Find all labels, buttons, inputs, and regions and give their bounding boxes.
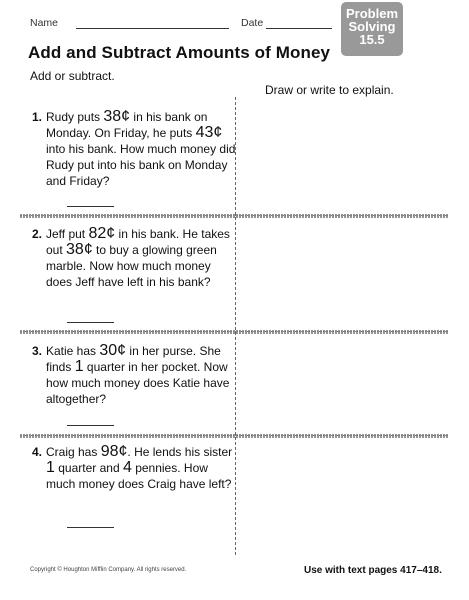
question-number: 1. bbox=[32, 110, 43, 124]
amount: 38¢ bbox=[66, 241, 93, 258]
question-text: to buy a glowing green marble. Now how much money does Jeff have left in his bank? bbox=[46, 243, 217, 289]
question-4 bbox=[32, 443, 236, 492]
amount: 4 bbox=[122, 459, 132, 476]
name-field[interactable] bbox=[76, 28, 229, 29]
row-divider-1 bbox=[20, 214, 448, 218]
question-3 bbox=[32, 342, 236, 407]
row-divider-2 bbox=[20, 330, 448, 334]
page-title: Add and Subtract Amounts of Money bbox=[28, 43, 331, 62]
answer-line-1[interactable] bbox=[67, 206, 114, 207]
date-field[interactable] bbox=[266, 28, 332, 29]
question-text: in her purse. She finds bbox=[46, 344, 221, 374]
question-text: Rudy puts bbox=[46, 110, 104, 124]
question-text: Katie has bbox=[46, 344, 100, 358]
question-number: 4. bbox=[32, 445, 43, 459]
amount: 38¢ bbox=[103, 108, 131, 125]
question-number: 2. bbox=[32, 227, 43, 241]
question-text: into his bank. How much money did Rudy put into his bank on Monday and Friday? bbox=[46, 142, 236, 188]
question-text: . He lends his sister bbox=[127, 445, 233, 459]
answer-line-4[interactable] bbox=[67, 527, 114, 528]
question-text: Craig has bbox=[46, 445, 101, 459]
amount: 1 bbox=[46, 459, 55, 476]
row-divider-3 bbox=[20, 434, 448, 438]
name-label: Name bbox=[30, 17, 59, 29]
question-text: in his bank on Monday. On Friday, he puts bbox=[46, 110, 208, 140]
text-pages-note: Use with text pages 417–418. bbox=[304, 565, 442, 576]
amount: 1 bbox=[74, 358, 84, 375]
badge-line-1: Problem bbox=[345, 6, 398, 21]
answer-line-2[interactable] bbox=[67, 322, 114, 323]
question-text: quarter and bbox=[54, 461, 123, 475]
explain-heading: Draw or write to explain. bbox=[265, 83, 394, 97]
question-number: 3. bbox=[32, 344, 43, 358]
problem-solving-badge bbox=[341, 2, 403, 56]
copyright: Copyright © Houghton Mifflin Company. All rights reserved. bbox=[30, 567, 187, 573]
question-text: quarter in her pocket. Now how much money does Katie have altogether? bbox=[46, 360, 230, 406]
amount: 82¢ bbox=[88, 225, 116, 242]
amount: 43¢ bbox=[195, 124, 223, 141]
instruction: Add or subtract. bbox=[30, 69, 115, 83]
question-1 bbox=[32, 108, 236, 189]
amount: 98¢ bbox=[100, 443, 128, 460]
question-2 bbox=[32, 225, 236, 290]
question-text: in his bank. He takes out bbox=[46, 227, 230, 257]
date-label: Date bbox=[241, 17, 264, 29]
question-text: pennies. How much money does Craig have left? bbox=[46, 461, 232, 491]
question-text: Jeff put bbox=[46, 227, 89, 241]
badge-line-3: 15.5 bbox=[359, 32, 385, 47]
amount: 30¢ bbox=[99, 342, 127, 359]
answer-line-3[interactable] bbox=[67, 425, 114, 426]
badge-line-2: Solving bbox=[348, 19, 396, 34]
